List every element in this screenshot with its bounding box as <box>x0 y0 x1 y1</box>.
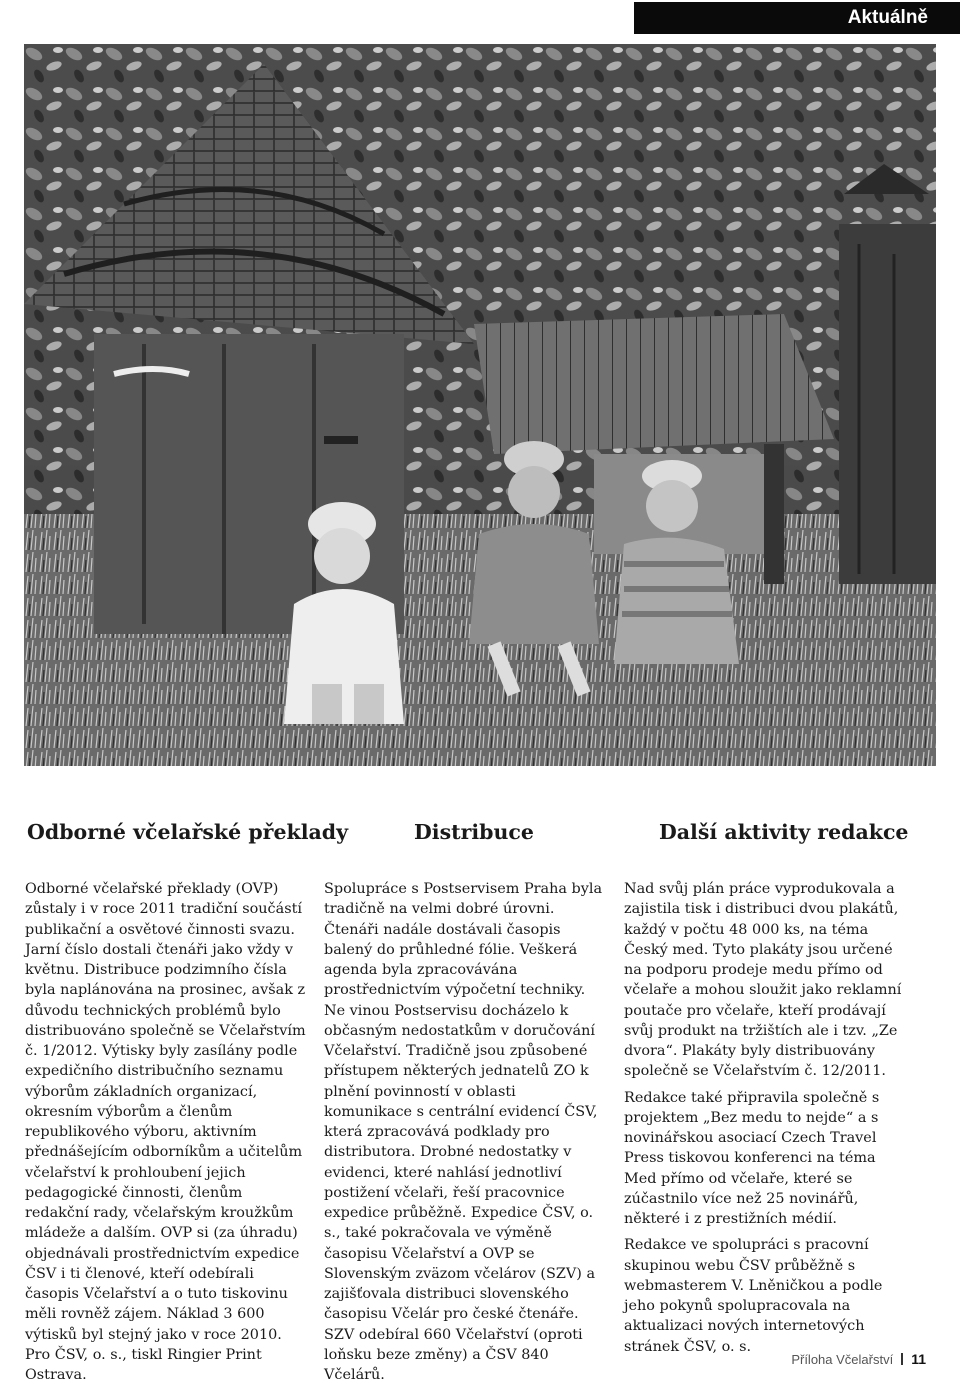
page-footer <box>791 1351 926 1367</box>
footer-divider <box>901 1353 903 1365</box>
column-translations <box>25 879 307 1391</box>
paragraph: Redakce ve spolupráci s pracovní skupinou webu ČSV průběžně s webmasterem V. Lněničkou a podle jeho pokynů spolupracovala na aktualizaci nových internetových stránek ČSV, o. s. <box>624 1237 883 1355</box>
paragraph: Nad svůj plán práce vyprodukovala a zajistila tisk i distribuci dvou plakátů, každý v počtu 48 000 ks, na téma Český med. Tyto plakáty jsou určené na podporu prodeje medu přímo od včelaře a mohou sloužit jako reklamní poutače pro včelaře, kteří prodávají svůj produkt na tržištích ale i tzv. „Ze dvora“. Plakáty byly distribuovány společně se Včelařstvím č. 12/2011. <box>624 881 902 1080</box>
section-tab <box>634 2 960 34</box>
section-label: Aktuálně <box>847 7 928 28</box>
heading-other-activities: Další aktivity redakce <box>659 820 909 844</box>
paragraph: Spolupráce s Postservisem Praha byla tradičně na velmi dobré úrovni. Čtenáři nadále dostávali časopis balený do průhledné fólie. Veškerá agenda byla zpracovávána prostřednictvím výpočetní techniky. Ne vinou Postservisu docházelo k občasným nedostatkům v doručování Včelařství. Tradičně jsou způsobené přístupem některých jednatelů ZO k plnění povinností v oblasti komunikace s centrální evidencí ČSV, která zpracovává podklady pro distributora. Drobné nedostatky v evidenci, které nahlásí jednotliví postižení včelaři, řeší pracovnice expedice průběžně. Expedice ČSV, o. s., také pokračovala ve výměně časopisu Včelařství a OVP se Slovenským zväzom včelárov (SZV) a zajišťovala distribuci slovenského časopisu Včelár pro české čtenáře. SZV odebíral 660 Včelařství (oproti loňsku beze změny) a ČSV 840 Včelárů. <box>324 881 603 1383</box>
beehive-trunk-far-right <box>839 164 936 584</box>
column-other-activities <box>624 879 908 1363</box>
paragraph: Odborné včelařské překlady (OVP) zůstaly i v roce 2011 tradiční součástí publikační a osvětové činnosti svazu. Jarní číslo dostali čtenáři jako vždy v květnu. Distribuce podzimního čísla byla naplánována na prosinec, avšak z důvodu technických problémů bylo distribuováno společně se Včelařstvím č. 1/2012. Výtisky byly zasílány podle expedičního distribučního seznamu výborům základních organizací, okresním výborům a členům republikového výboru, aktivním přednášejícím odborníkům a učitelům včelařství k prohloubení jejich pedagogické činnosti, členům redakční rady, včelařským kroužkům mládeže a dalším. OVP si (za úhradu) objednávali prostřednictvím expedice ČSV i ti členové, kteří odebírali časopis Včelařství a o tuto tiskovinu měli rovněž zájem. Náklad 3 600 výtisků byl stejný jako v roce 2010. Pro ČSV, o. s., tiskl Ringier Print Ostrava. <box>25 881 306 1383</box>
column-distribution <box>324 879 608 1391</box>
heading-translations: Odborné včelařské překlady <box>27 820 349 844</box>
paragraph: Redakce také připravila společně s projektem „Bez medu to nejde“ a s novinářskou asociací Czech Travel Press tiskovou konferenci na téma Med přímo od včelaře, které se zúčastnilo více než 25 novinářů, některé i z prestižních médií. <box>624 1089 880 1227</box>
page-number: 11 <box>911 1351 926 1367</box>
publication-name: Příloha Včelařství <box>791 1351 894 1367</box>
photo-children-beehives <box>24 44 936 766</box>
heading-distribution: Distribuce <box>414 820 534 844</box>
